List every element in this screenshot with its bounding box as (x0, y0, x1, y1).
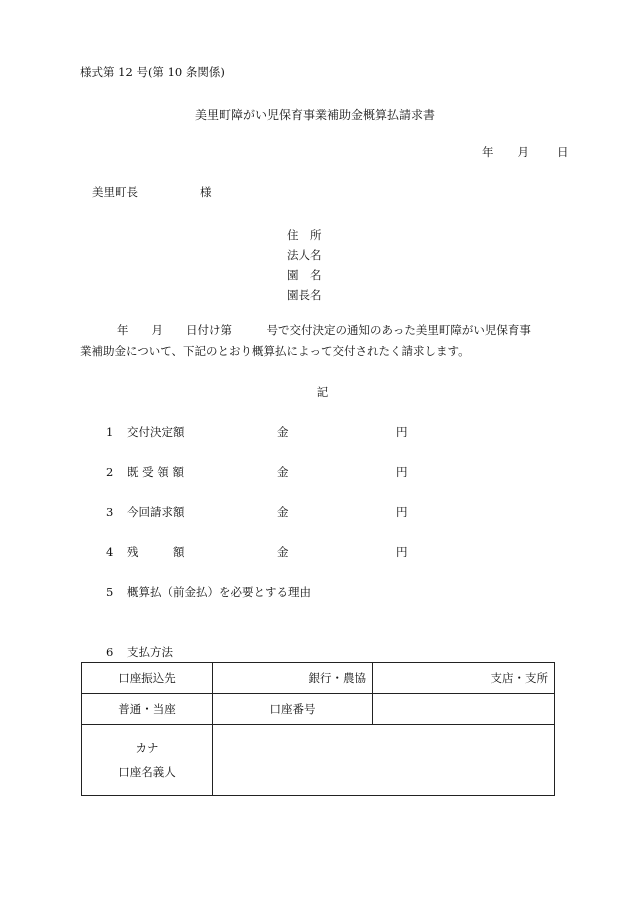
date-month: 月 (517, 145, 529, 159)
item-number: 2 (106, 465, 114, 479)
date-day: 日 (557, 145, 569, 159)
account-holder-label: 口座名義人 (118, 765, 176, 779)
account-holder-field[interactable] (213, 725, 555, 796)
item-4 (106, 546, 185, 560)
item-6 (106, 646, 173, 660)
addressee-honorific: 様 (200, 185, 212, 199)
account-number-field[interactable] (373, 694, 555, 725)
applicant-director-label: 園長名 (287, 288, 322, 302)
item-1-yen: 円 (396, 425, 408, 439)
item-3-gold: 金 (277, 505, 289, 519)
item-number: 6 (106, 645, 114, 659)
account-destination-label: 口座振込先 (82, 663, 213, 694)
account-holder-label-cell (82, 725, 213, 796)
document-title: 美里町障がい児保育事業補助金概算払請求書 (194, 108, 435, 122)
item-5 (106, 586, 311, 600)
account-number-label: 口座番号 (213, 694, 373, 725)
item-3 (106, 506, 185, 520)
applicant-address-label: 住 所 (287, 228, 322, 242)
account-type-field[interactable]: 普通・当座 (82, 694, 213, 725)
item-number: 3 (106, 505, 114, 519)
item-label: 既 受 領 額 (127, 465, 184, 479)
item-number: 4 (106, 545, 114, 559)
table-row (82, 694, 555, 725)
item-label: 残 額 (127, 545, 185, 559)
item-4-gold: 金 (277, 545, 289, 559)
addressee (92, 186, 212, 200)
item-label: 交付決定額 (127, 425, 185, 439)
item-number: 5 (106, 585, 114, 599)
item-label: 概算払（前金払）を必要とする理由 (127, 585, 311, 599)
payment-method-table (81, 662, 555, 796)
item-1-gold: 金 (277, 425, 289, 439)
date-line (482, 146, 569, 160)
date-year: 年 (482, 145, 494, 159)
table-row (82, 725, 555, 796)
applicant-nursery-label: 園 名 (287, 268, 322, 282)
item-4-yen: 円 (396, 545, 408, 559)
item-2 (106, 466, 184, 480)
item-1 (106, 426, 185, 440)
body-text-line-2: 業補助金について、下記のとおり概算払によって交付されたく請求します。 (80, 344, 470, 358)
item-number: 1 (106, 425, 114, 439)
item-label: 支払方法 (127, 645, 173, 659)
item-label: 今回請求額 (127, 505, 185, 519)
form-number: 様式第 12 号(第 10 条関係) (80, 65, 225, 79)
item-2-yen: 円 (396, 465, 408, 479)
addressee-name: 美里町長 (92, 185, 138, 199)
item-3-yen: 円 (396, 505, 408, 519)
applicant-corporation-label: 法人名 (287, 248, 322, 262)
item-2-gold: 金 (277, 465, 289, 479)
kana-label: カナ (135, 741, 159, 755)
body-text-line-1: 年 月 日付け第 号で交付決定の通知のあった美里町障がい児保育事 (117, 323, 531, 337)
branch-field[interactable]: 支店・支所 (373, 663, 555, 694)
ki-heading: 記 (316, 385, 329, 399)
table-row (82, 663, 555, 694)
bank-field[interactable]: 銀行・農協 (213, 663, 373, 694)
